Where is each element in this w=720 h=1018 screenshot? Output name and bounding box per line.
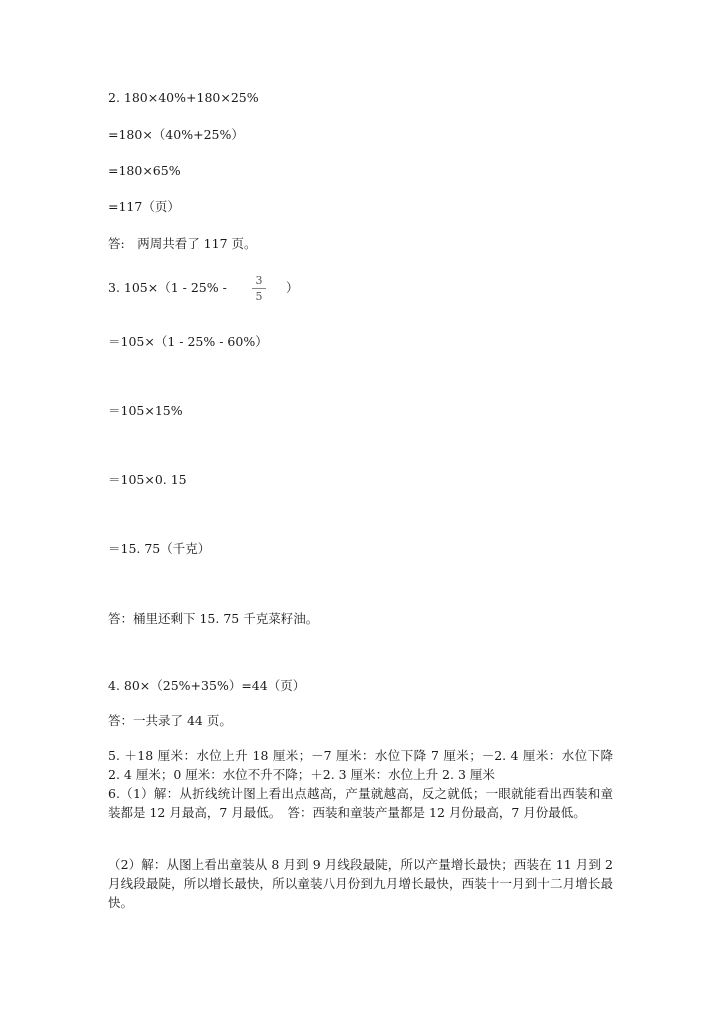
q3-line-4: ＝105×0. 15 [108, 472, 187, 487]
q2-answer: 答: 两周共看了 117 页。 [108, 236, 257, 251]
q5-paragraph: 5. ＋18 厘米：水位上升 18 厘米；－7 厘米：水位下降 7 厘米；－2. 4 厘米：水位下降 2. 4 厘米；0 厘米：水位不升不降；＋2. 3 厘米：水位上升 2. 3 厘米 [108, 748, 613, 782]
q2-line-4: =117（页） [108, 199, 180, 214]
q2-line-3: =180×65% [108, 163, 181, 178]
q3-answer: 答：桶里还剩下 15. 75 千克菜籽油。 [108, 611, 319, 626]
q3-line-3: ＝105×15% [108, 403, 183, 418]
fraction-numerator: 3 [252, 274, 266, 289]
q6-part-2-paragraph: （2）解：从图上看出童装从 8 月到 9 月线段最陡，所以产量增长最快；西装在 11 月到 2 月线段最陡，所以增长最快，所以童装八月份到九月增长最快，西装十一月到十二月增长最快。 [108, 857, 613, 910]
q3-close-paren: ） [286, 280, 299, 295]
q3-line-1: 3. 105×（1 - 25% - [108, 280, 227, 295]
q2-line-1: 2. 180×40%+180×25% [108, 90, 259, 105]
fraction-denominator: 5 [255, 290, 263, 303]
fraction-three-fifths [252, 274, 266, 303]
q3-line-5: ＝15. 75（千克） [108, 541, 211, 556]
q4-answer: 答：一共录了 44 页。 [108, 713, 232, 728]
q2-line-2: =180×（40%+25%） [108, 127, 244, 142]
q4-line-1: 4. 80×（25%+35%）=44（页） [108, 678, 306, 693]
q6-part-1-paragraph: 6.（1）解：从折线统计图上看出点越高，产量就越高，反之就低；一眼就能看出西装和童装都是 12 月最高，7 月最低。 答：西装和童装产量都是 12 月份最高，7 月份最低。 [108, 786, 613, 820]
q3-line-2: ＝105×（1 - 25% - 60%） [108, 334, 268, 349]
